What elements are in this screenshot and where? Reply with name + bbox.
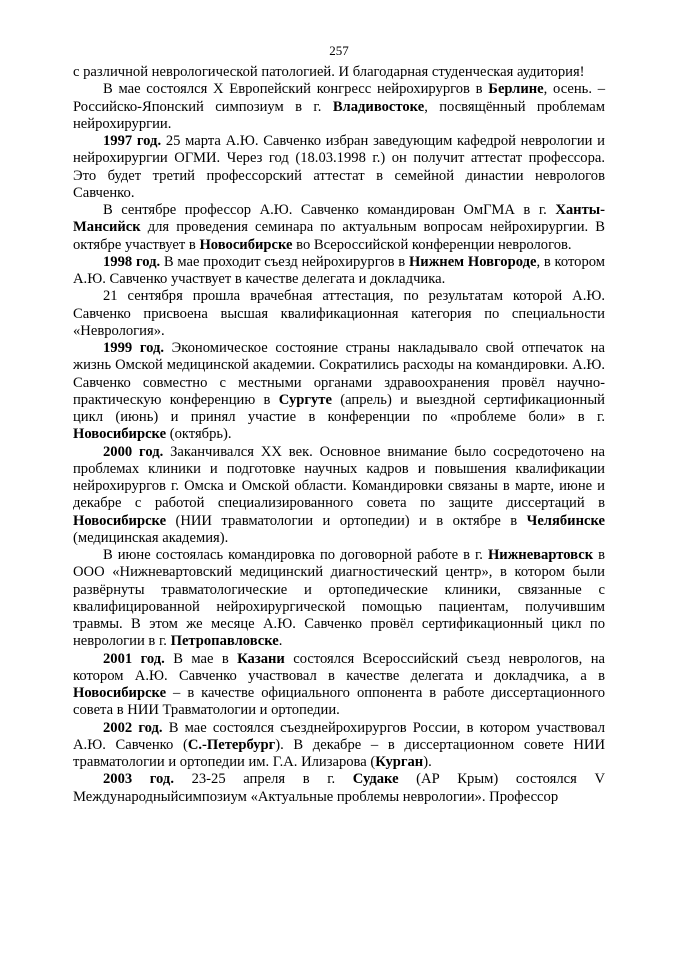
text-run: состоялся Всероссийский съезд неврологов, на котором А.Ю. Савченко участвовал в качестве делегата и докладчика, а в [73,650,605,684]
text-run: ). [423,754,432,770]
bold-text: Петропавловске [170,633,279,650]
bold-text: 2003 год. [103,771,174,788]
bold-text: 1998 год. [103,253,161,270]
bold-text: Казани [237,650,285,667]
paragraph [73,81,605,133]
bold-text: 1997 год. [103,133,162,149]
paragraph [73,133,605,202]
text-run: 25 марта А.Ю. Савченко избран заведующим кафедрой неврологии и нейрохирургии ОГМИ. Через год (18.03.1998 г.) он получит аттестат профессора. Это будет третий профессорский аттестат в семейной династии неврологов Савченко. [73,133,605,201]
paragraph [73,340,605,444]
text-run: , осень. – Российско-Японский симпозиум в г. [73,81,605,115]
text-run: В мае состоялся съезднейрохирургов России, в котором участвовал А.Ю. Савченко ( [73,719,605,753]
bold-text: Нижневартовск [487,547,594,563]
paragraph [73,720,605,772]
text-run: (АР Крым) состоялся V Международныйсимпозиум «Актуальные проблемы неврологии». Профессор [73,771,605,805]
bold-text: Ханты-Мансийск [73,202,605,236]
text-run: ). В декабре – в диссертационном совете НИИ травматологии и ортопедии им. Г.А. Илизарова ( [73,736,605,770]
paragraph [73,288,605,340]
paragraph [73,651,605,720]
text-run: – в качестве официального оппонента в работе диссертационного совета в НИИ Травматологии и ортопедии. [73,685,605,719]
text-run: с различной неврологической патологией. И благодарная студенческая аудитория! [73,64,585,80]
text-run: В июне состоялась командировка по договорной работе в г. [103,547,488,563]
text-run: В сентябре профессор А.Ю. Савченко командирован ОмГМА в г. [103,202,556,218]
bold-text: 2001 год. [103,650,165,667]
bold-text: Судаке [352,771,399,788]
bold-text: Нижнем Новгороде [408,253,537,270]
text-run: , в котором А.Ю. Савченко участвует в качестве делегата и докладчика. [73,253,606,287]
text-run: во Всероссийской конференции неврологов. [292,236,572,253]
text-run: В мае в [164,650,238,667]
paragraph [73,254,605,289]
bold-text: Владивостоке [332,98,425,115]
paragraph [73,444,605,548]
text-run: 23-25 апреля в г. [173,771,353,788]
bold-text: Челябинске [526,512,605,529]
bold-text: Новосибирске [73,426,167,443]
bold-text: Новосибирске [73,512,167,529]
page-number: 257 [329,43,349,58]
paragraph [73,547,605,651]
bold-text: Берлине [488,81,544,98]
bold-text: Сургуте [278,391,332,408]
text-run: . [278,633,283,650]
text-run: В мае состоялся X Европейский конгресс нейрохирургов в [103,81,489,98]
paragraph [73,64,605,81]
bold-text: 2000 год. [103,443,164,460]
bold-text: 2002 год. [103,719,163,736]
paragraph [73,771,605,806]
text-run: Заканчивался XX век. Основное внимание было сосредоточено на проблемах клиники и подготовке научных кадров и повышения квалификации нейрохирургов г. Омска и Омской области. Командировки связаны в марте, июне и декабре с работой специализированного совета по защите диссертаций в [73,443,605,512]
bold-text: 1999 год. [103,340,164,356]
paragraph [73,202,605,254]
text-run: , посвящённый проблемам нейрохирургии. [73,98,606,132]
text-run: в ООО «Нижневартовский медицинский диагностический центр», в котором были развёрнуты травматологические и ортопедические клиники, связанные с квалифицированной нейрохирургической помощью пациентам, получившим травмы. В этом же месяце А.Ю. Савченко провёл сертификационный цикл по неврологии в г. [73,547,605,650]
text-run: (медицинская академия). [73,529,229,546]
text-run: (НИИ травматологии и ортопедии) и в октябре в [166,512,527,529]
bold-text: Новосибирске [73,685,167,701]
text-run: (апрель) и выездной сертификационный цикл (июнь) и принял участие в конференции по «проблеме боли» в г. [73,391,605,425]
text-run: Экономическое состояние страны накладывало свой отпечаток на жизнь Омской медицинской академии. Сократились расходы на командировки. А.Ю. Савченко совместно с местными органами здравоохранения провёл научно-практическую конференцию в [73,340,605,408]
bold-text: С.-Петербург [187,736,276,753]
bold-text: Курган [375,754,424,770]
text-run: В мае проходит съезд нейрохирургов в [160,253,409,270]
text-run: (октябрь). [166,426,232,443]
text-run: 21 сентября прошла врачебная аттестация, по результатам которой А.Ю. Савченко присвоена высшая квалификационная категория по специальности «Неврология». [73,288,605,339]
text-run: для проведения семинара по актуальным вопросам нейрохирургии. В октябре участвует в [73,219,605,253]
body-text [73,64,605,806]
bold-text: Новосибирске [199,236,293,253]
